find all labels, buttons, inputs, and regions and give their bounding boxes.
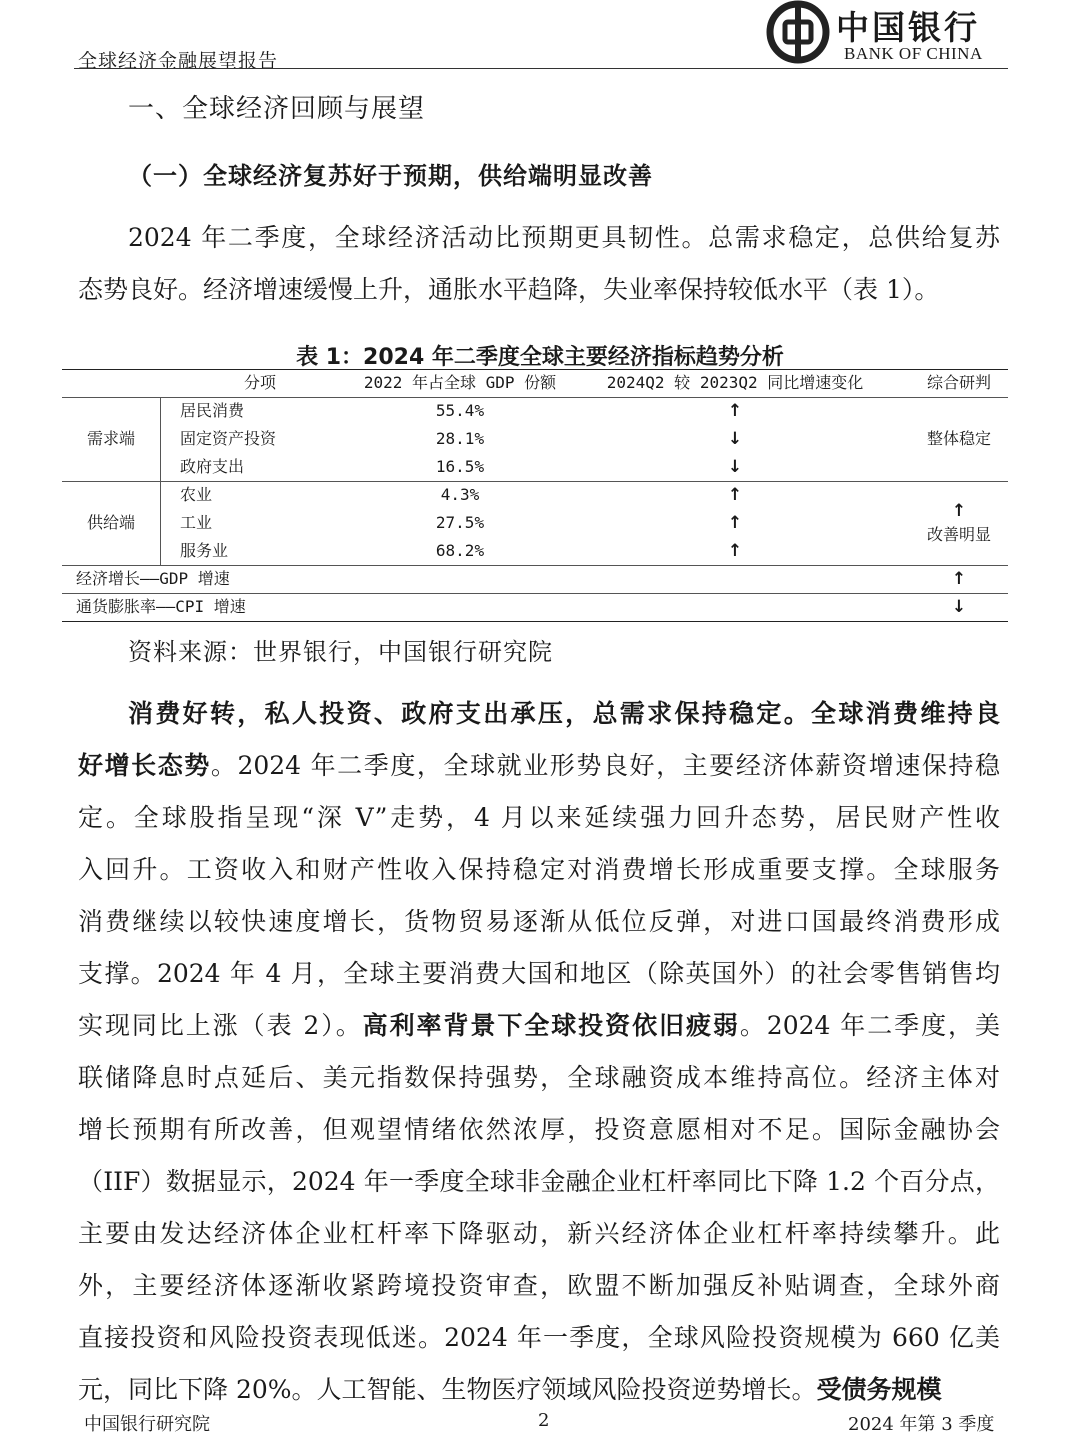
intro-paragraph — [78, 212, 1000, 316]
footer-institute: 中国银行研究院 — [84, 1414, 210, 1435]
bank-of-china-logo-icon — [766, 0, 830, 64]
header-divider — [74, 68, 1008, 69]
table-group-supply: 供给端 — [86, 513, 135, 532]
table-cell-change-arrow: ↓ — [727, 457, 743, 477]
table-cell-share: 27.5% — [435, 513, 485, 532]
table-caption: 表 1：2024 年二季度全球主要经济指标趋势分析 — [296, 345, 784, 370]
table-bottom-rule — [62, 621, 1008, 622]
table-cell-share: 4.3% — [440, 485, 480, 504]
table-cell-judgement-arrow: ↑ — [951, 569, 967, 589]
body-line — [78, 1364, 1000, 1416]
intro-line: 态势良好。经济增速缓慢上升，通胀水平趋降，失业率保持较低水平（表 1）。 — [78, 275, 940, 304]
table-cell-judgement: 整体稳定 — [926, 429, 991, 448]
table-cell-share: 68.2% — [435, 541, 485, 560]
table-header-item: 分项 — [243, 373, 276, 392]
table-cell-item: 工业 — [180, 513, 213, 532]
body-line — [78, 1208, 1000, 1260]
footer-page-number: 2 — [538, 1410, 550, 1431]
body-line — [78, 1000, 1000, 1052]
table-cell-change-arrow: ↑ — [727, 513, 743, 533]
table-cell-judgement-arrow: ↑ — [951, 501, 967, 521]
table-cell-judgement-arrow: ↓ — [951, 597, 967, 617]
table-cell-item: 服务业 — [180, 541, 229, 560]
table-cell-judgement: 改善明显 — [926, 525, 991, 544]
table-cell-change-arrow: ↑ — [727, 485, 743, 505]
body-bold-text: 受债务规模 — [816, 1375, 942, 1404]
body-line — [78, 1156, 1000, 1208]
table-source: 资料来源：世界银行，中国银行研究院 — [128, 638, 553, 666]
table-cell-change-arrow: ↓ — [727, 429, 743, 449]
subsection-heading: （一）全球经济复苏好于预期，供给端明显改善 — [128, 162, 653, 190]
table-cell-item: 政府支出 — [180, 457, 245, 476]
table-cell-share: 55.4% — [435, 401, 485, 420]
body-text: 元，同比下降 20%。人工智能、生物医疗领域风险投资逆势增长。 — [78, 1375, 817, 1404]
table-cell-item: 农业 — [180, 485, 213, 504]
body-text: （IIF）数据显示，2024 年一季度全球非金融企业杠杆率同比下降 1.2 个百分点， — [78, 1167, 1000, 1196]
body-text: 入回升。工资收入和财产性收入保持稳定对消费增长形成重要支撑。全球服务 — [78, 855, 1000, 884]
section-heading: 一、全球经济回顾与展望 — [128, 94, 426, 124]
body-text: 联储降息时点延后、美元指数保持强势，全球融资成本维持高位。经济主体对 — [78, 1063, 1000, 1092]
body-bold-text: 消费好转，私人投资、政府支出承压，总需求保持稳定。全球消费维持良 — [128, 699, 1000, 728]
body-line — [78, 1260, 1000, 1312]
table-cell-share: 16.5% — [435, 457, 485, 476]
table-header-share: 2022 年占全球 GDP 份额 — [363, 373, 557, 392]
logo-chinese-name: 中国银行 — [836, 8, 980, 47]
body-bold-text: 高利率背景下全球投资依旧疲弱 — [362, 1011, 740, 1040]
body-text: 支撑。2024 年 4 月，全球主要消费大国和地区（除英国外）的社会零售销售均 — [78, 959, 1000, 988]
body-line — [78, 1052, 1000, 1104]
bank-logo — [766, 0, 1006, 66]
table-cell-share: 28.1% — [435, 429, 485, 448]
intro-line: 2024 年二季度，全球经济活动比预期更具韧性。总需求稳定，总供给复苏 — [128, 223, 1000, 252]
body-line — [78, 792, 1000, 844]
body-line — [78, 896, 1000, 948]
table-header-judgement: 综合研判 — [926, 373, 991, 392]
logo-english-name: BANK OF CHINA — [844, 44, 983, 63]
table-column-divider — [160, 397, 161, 565]
body-bold-text: 好增长态势 — [78, 751, 211, 780]
table-header-change: 2024Q2 较 2023Q2 同比增速变化 — [606, 373, 864, 392]
body-text: 。2024 年二季度，美 — [739, 1011, 1000, 1040]
body-line — [78, 740, 1000, 792]
body-text: 定。全球股指呈现“深 V”走势，4 月以来延续强力回升态势，居民财产性收 — [78, 803, 1000, 832]
table-cell-item: 居民消费 — [180, 401, 245, 420]
footer-quarter: 2024 年第 3 季度 — [848, 1414, 995, 1435]
report-title: 全球经济金融展望报告 — [78, 50, 279, 72]
body-text: 消费继续以较快速度增长，货物贸易逐渐从低位反弹，对进口国最终消费形成 — [78, 907, 1000, 936]
body-text: 增长预期有所改善，但观望情绪依然浓厚，投资意愿相对不足。国际金融协会 — [78, 1115, 1000, 1144]
body-paragraph — [78, 688, 1000, 1416]
table-group-demand: 需求端 — [86, 429, 135, 448]
table-cell-change-arrow: ↑ — [727, 401, 743, 421]
body-text: 外，主要经济体逐渐收紧跨境投资审查，欧盟不断加强反补贴调查，全球外商 — [78, 1271, 1000, 1300]
body-line — [78, 688, 1000, 740]
body-text: 直接投资和风险投资表现低迷。2024 年一季度，全球风险投资规模为 660 亿美 — [78, 1323, 1000, 1352]
body-text: 主要由发达经济体企业杠杆率下降驱动，新兴经济体企业杠杆率持续攀升。此 — [78, 1219, 1000, 1248]
body-line — [78, 948, 1000, 1000]
table-cell-change-arrow: ↑ — [727, 541, 743, 561]
table-cell-item: 经济增长——GDP 增速 — [76, 569, 230, 588]
body-text: 。2024 年二季度，全球就业形势良好，主要经济体薪资增速保持稳 — [210, 751, 1000, 780]
body-text: 实现同比上涨（表 2）。 — [78, 1011, 363, 1040]
table-cell-item: 通货膨胀率——CPI 增速 — [76, 597, 246, 616]
table-cell-item: 固定资产投资 — [180, 429, 277, 448]
body-line — [78, 1104, 1000, 1156]
body-line — [78, 844, 1000, 896]
body-line — [78, 1312, 1000, 1364]
